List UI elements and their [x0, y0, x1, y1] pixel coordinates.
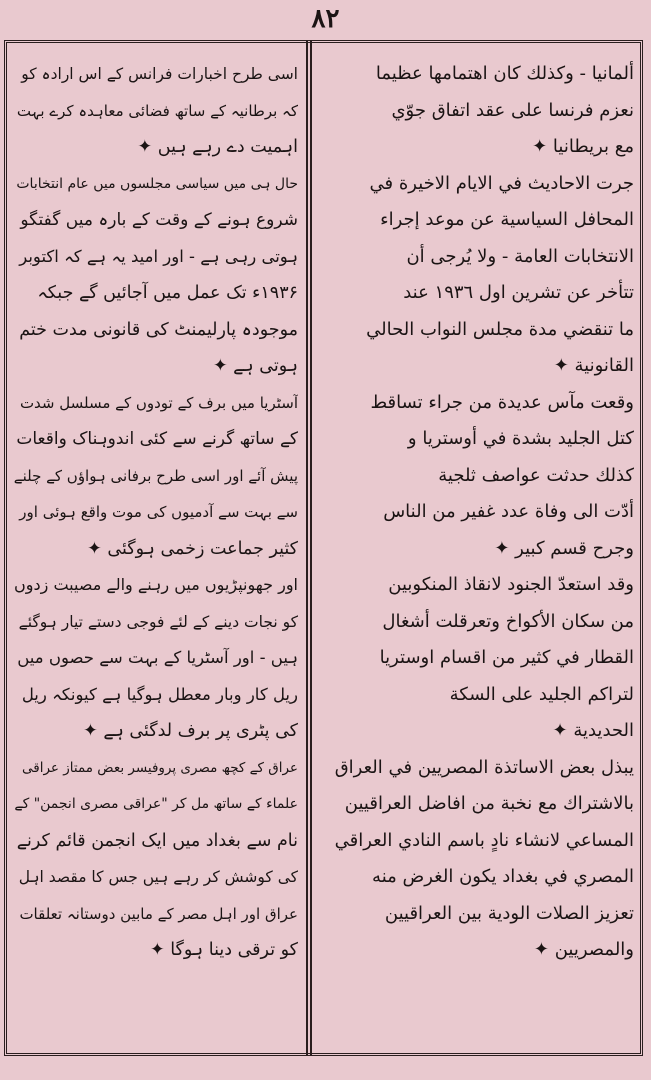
arabic-line: والمصريين ✦ — [533, 939, 634, 960]
urdu-line: کثیر جماعت زخمی ہوگئی ✦ — [87, 538, 298, 559]
arabic-line: أدّت الى وفاة عدد غفير من الناس — [383, 501, 634, 522]
urdu-line: عراق اور اہل مصر کے مابین دوستانہ تعلقات — [19, 904, 298, 923]
arabic-line: الحديدية ✦ — [552, 720, 634, 741]
arabic-line: نعزم فرنسا على عقد اتفاق جوّي — [391, 99, 634, 121]
urdu-line: کہ برطانیہ کے ساتھ فضائی معاہدہ کرے بہت — [16, 101, 298, 120]
urdu-line: کو ترقی دینا ہوگا ✦ — [150, 940, 298, 960]
urdu-line: اور جھونپڑیوں میں رہنے والے مصیبت زدوں — [14, 575, 298, 594]
urdu-line: ۱۹۳۶ء تک عمل میں آجائیں گے جبکہ — [37, 283, 298, 303]
arabic-line: من سكان الأكواخ وتعرقلت أشغال — [382, 610, 634, 632]
arabic-line: وجرح قسم كبير ✦ — [494, 537, 634, 559]
arabic-line: القانونية ✦ — [553, 355, 634, 376]
arabic-line: ألمانيا - وكذلك كان اهتمامها عظيما — [375, 63, 634, 84]
urdu-line: کی پٹری پر برف لدگئی ہے ✦ — [83, 721, 298, 741]
page-number: ٨٢ — [311, 4, 340, 34]
arabic-line: المحافل السياسية عن موعد إجراء — [380, 209, 634, 230]
arabic-line: يبذل بعض الاساتذة المصريين في العراق — [334, 756, 634, 778]
arabic-line: المصري في بغداد يكون الغرض منه — [372, 866, 634, 887]
arabic-line: لتراكم الجليد على السكة — [449, 683, 634, 705]
urdu-column — [14, 56, 298, 1046]
urdu-line: کے ساتھ گرنے سے کئی اندوہناک واقعات — [16, 429, 298, 449]
urdu-line: ہوتی ہے ✦ — [212, 356, 298, 376]
urdu-line: علماء کے ساتھ مل کر "عراقی مصری انجمن" کے — [14, 796, 298, 812]
urdu-line: کی کوشش کر رہے ہیں جس کا مقصد اہل — [18, 868, 298, 886]
arabic-line: ما تنقضي مدة مجلس النواب الحالي — [366, 318, 634, 340]
urdu-line: سے بہت سے آدمیوں کی موت واقع ہوئی اور — [19, 503, 298, 521]
arabic-line: مع بريطانيا ✦ — [532, 136, 634, 157]
arabic-line: كتل الجليد بشدة في أوستريا و — [407, 428, 634, 449]
arabic-line: تعزيز الصلات الودية بين العراقيين — [384, 902, 634, 924]
urdu-line: اہمیت دے رہے ہیں ✦ — [137, 137, 298, 157]
arabic-column — [320, 56, 634, 1046]
urdu-line: کو نجات دینے کے لئے فوجی دستے تیار ہوگئے — [18, 612, 298, 631]
arabic-line: القطار في كثير من اقسام اوستريا — [379, 647, 634, 668]
arabic-line: وقعت مآس عديدة من جراء تساقط — [370, 391, 634, 413]
urdu-line: اسی طرح اخبارات فرانس کے اس ارادہ کو — [21, 65, 298, 83]
arabic-line: جرت الاحاديث في الايام الاخيرة في — [369, 172, 634, 194]
arabic-line: تتأخر عن تشرين اول ١٩٣٦ عند — [403, 282, 634, 303]
urdu-line: آسٹریا میں برف کے تودوں کے مسلسل شدت — [19, 393, 298, 412]
arabic-line: وقد استعدّ الجنود لانقاذ المنكوبين — [388, 574, 634, 595]
urdu-line: موجودہ پارلیمنٹ کی قانونی مدت ختم — [19, 319, 298, 340]
column-divider — [306, 40, 312, 1056]
urdu-line: ریل کار وبار معطل ہوگیا ہے کیونکہ ریل — [21, 684, 298, 704]
urdu-line: عراق کے کچھ مصری پروفیسر بعض ممتاز عراقی — [22, 759, 298, 776]
urdu-line: شروع ہونے کے وقت کے بارہ میں گفتگو — [20, 210, 298, 230]
urdu-line: ہوتی رہی ہے - اور امید یہ ہے کہ اکتوبر — [19, 246, 298, 266]
urdu-line: حال ہی میں سیاسی مجلسوں میں عام انتخابات — [16, 175, 298, 192]
urdu-line: نام سے بغداد میں ایک انجمن قائم کرنے — [16, 830, 298, 851]
arabic-line: المساعي لانشاء نادٍ باسم النادي العراقي — [334, 829, 634, 851]
urdu-line: پیش آئے اور اسی طرح برفانی ہواؤں کے چلنے — [14, 466, 298, 485]
arabic-line: الانتخابات العامة - ولا يُرجى أن — [406, 245, 634, 267]
arabic-line: بالاشتراك مع نخبة من افاضل العراقيين — [344, 793, 634, 814]
urdu-line: ہیں - اور آسٹریا کے بہت سے حصوں میں — [17, 648, 298, 667]
arabic-line: كذلك حدثت عواصف ثلجية — [438, 464, 634, 486]
